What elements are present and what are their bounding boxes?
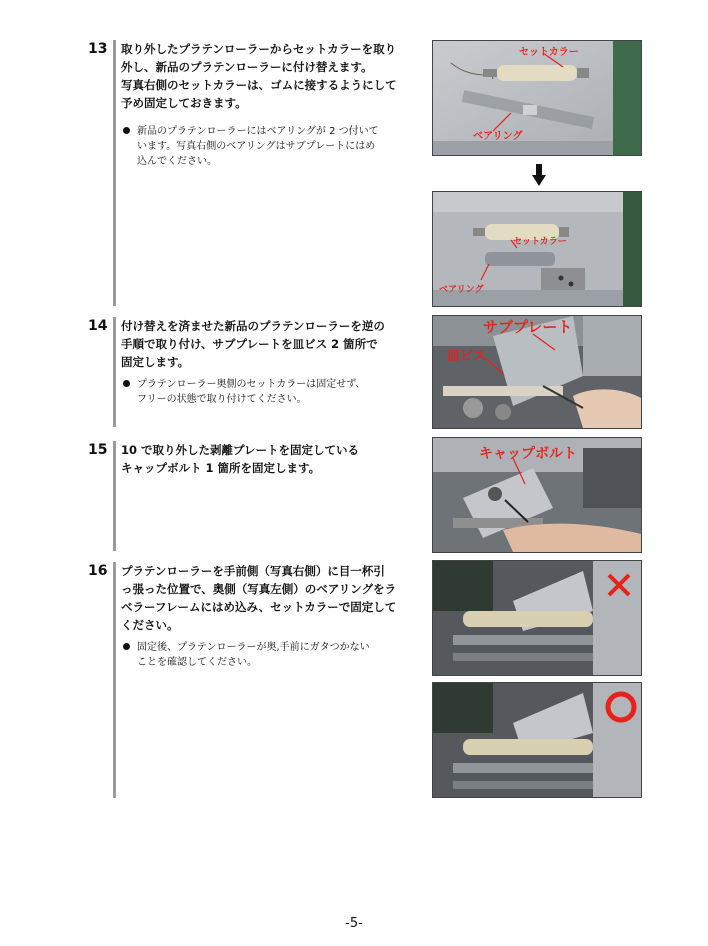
step-heading: 取り外したプラテンローラーからセットカラーを取り 外し、新品のプラテンローラーに付け替えます。 写真右側のセットカラーは、ゴムに接するようにして 予め固定しておきます。 bbox=[121, 42, 397, 110]
step-note: プラテンローラー奥側のセットカラーは固定せず、 フリーの状態で取り付けてください。 bbox=[121, 377, 413, 407]
photo-step-15 bbox=[432, 437, 642, 553]
step-heading: プラテンローラーを手前側（写真右側）に目一杯引 っ張った位置で、奥側（写真左側）のベアリングをラ ベラーフレームにはめ込み、セットカラーで固定して ください。 bbox=[121, 564, 397, 632]
bullet-icon bbox=[123, 643, 130, 650]
arrow-down-icon bbox=[532, 164, 546, 186]
photo-label: ベアリング bbox=[439, 285, 484, 295]
bullet-icon bbox=[123, 127, 130, 134]
step-bar bbox=[113, 40, 116, 306]
photo-label: キャップボルト bbox=[479, 446, 577, 462]
step-note: 新品のプラテンローラーにはベアリングが 2 つ付いて います。写真右側のベアリングはサブプレートにはめ 込んでください。 bbox=[121, 124, 413, 169]
step-bar bbox=[113, 562, 116, 798]
bullet-icon bbox=[123, 380, 130, 387]
step-heading: 10 で取り外した剥離プレートを固定している キャップボルト 1 箇所を固定します。 bbox=[121, 443, 360, 475]
step-number: 15 bbox=[88, 442, 108, 458]
photo-step-14 bbox=[432, 315, 642, 429]
photo-label: セットカラー bbox=[513, 237, 567, 247]
step-number: 13 bbox=[88, 41, 108, 57]
photo-step-16-wrong bbox=[432, 560, 642, 676]
photo-label: サブプレート bbox=[483, 318, 573, 336]
photo-label: 皿ビス bbox=[447, 349, 487, 364]
photo-label: セットカラー bbox=[519, 47, 579, 58]
step-note: 固定後、プラテンローラーが奥,手前にガタつかない ことを確認してください。 bbox=[121, 640, 413, 670]
step-number: 14 bbox=[88, 318, 108, 334]
photo-label: ベアリング bbox=[473, 131, 523, 142]
step-heading: 付け替えを済ませた新品のプラテンローラーを逆の 手順で取り付け、サブプレートを皿ビス 2 箇所で 固定します。 bbox=[121, 319, 385, 369]
photo-step-13-before bbox=[432, 40, 642, 156]
step-bar bbox=[113, 317, 116, 427]
photo-step-16-correct bbox=[432, 682, 642, 798]
step-number: 16 bbox=[88, 563, 108, 579]
page-number: -5- bbox=[345, 916, 363, 931]
photo-step-13-after bbox=[432, 191, 642, 307]
step-bar bbox=[113, 441, 116, 551]
